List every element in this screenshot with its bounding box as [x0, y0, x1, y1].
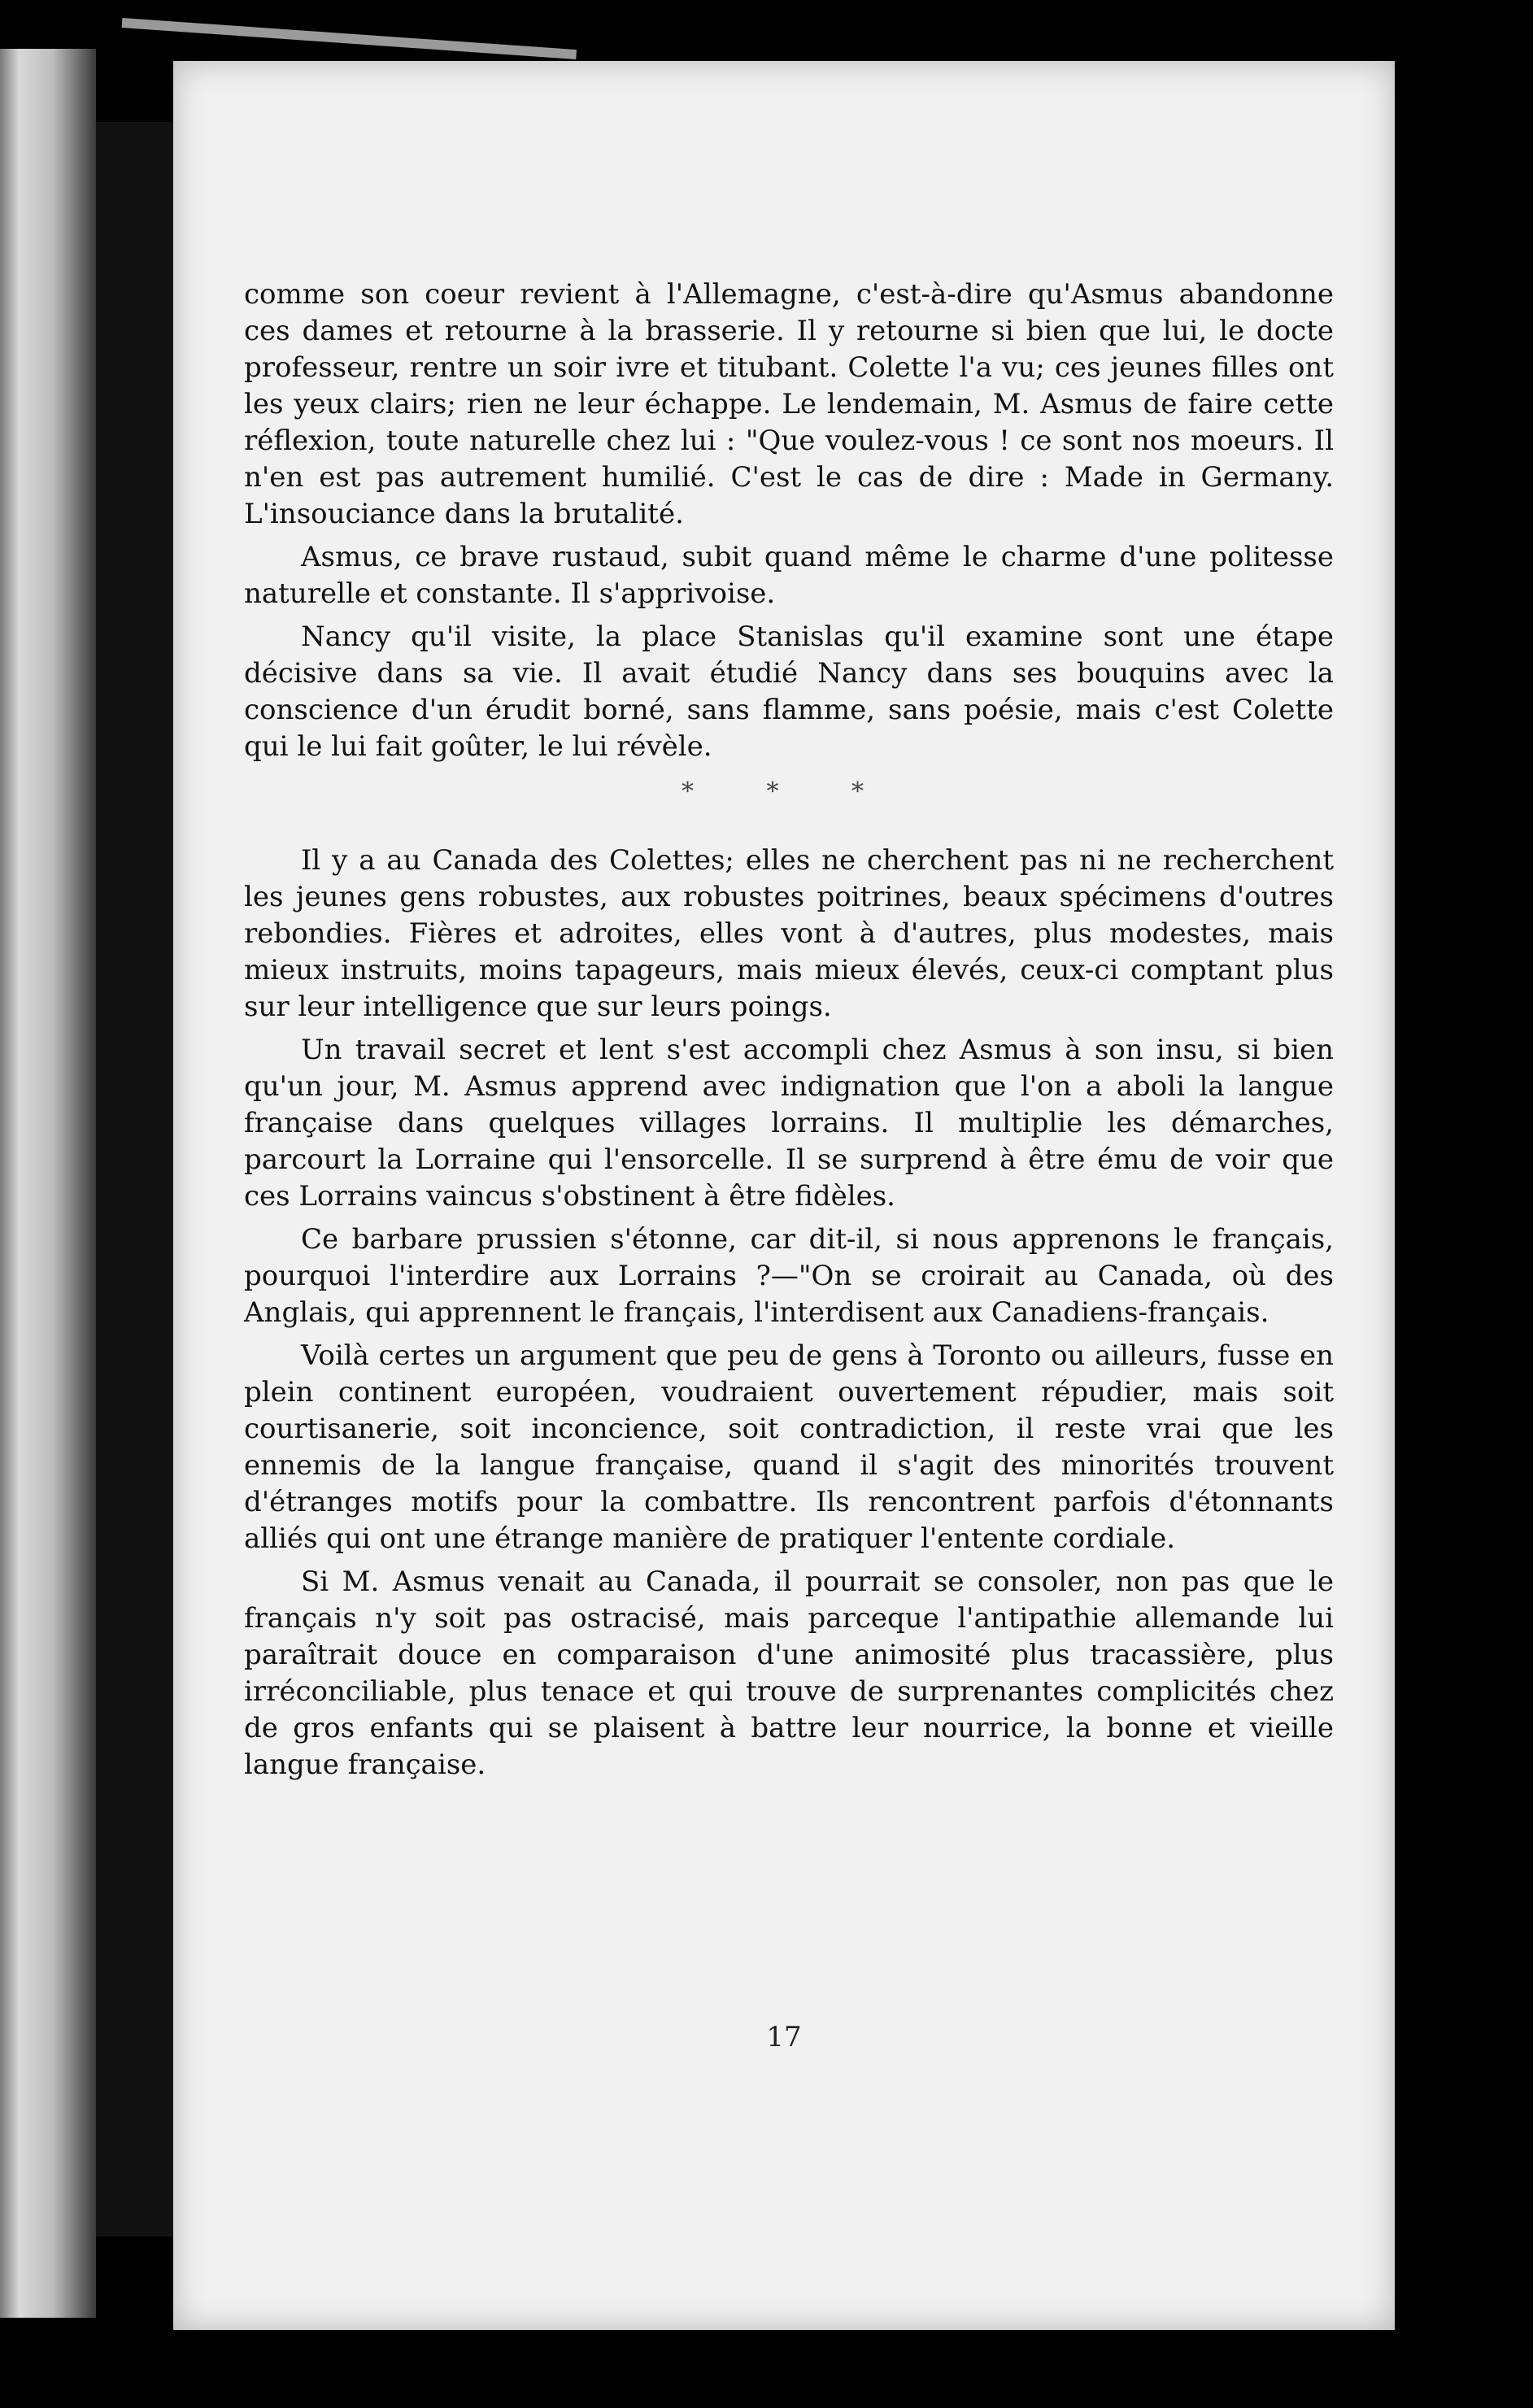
paragraph: Nancy qu'il visite, la place Stanislas qu'il examine sont une étape décisive dans sa vie. Il avait étudié Nancy dans ses bouquins avec la conscience d'un érudit borné, sans flamme, sans poésie, mais c'est Colette qui le lui fait goûter, le lui révèle. [244, 621, 1334, 763]
book-page [173, 61, 1395, 2330]
page-text [244, 277, 1334, 1790]
paragraph: Il y a au Canada des Colettes; elles ne cherchent pas ni ne recherchent les jeunes gens robustes, aux robustes poitrines, beaux spécimens d'outres rebondies. Fières et adroites, elles vont à d'autres, plus modestes, mais mieux instruits, moins tapageurs, mais mieux élevés, ceux-ci comptant plus sur leur intelligence que sur leurs poings. [244, 844, 1334, 1023]
page-number: 17 [766, 2021, 802, 2053]
paragraph: Un travail secret et lent s'est accompli chez Asmus à son insu, si bien qu'un jour, M. Asmus apprend avec indignation que l'on a aboli la langue française dans quelques villages lorrains. Il multiplie les démarches, parcourt la Lorraine qui l'ensorcelle. Il se surprend à être ému de voir que ces Lorrains vaincus s'obstinent à être fidèles. [244, 1034, 1334, 1213]
paragraph: Asmus, ce brave rustaud, subit quand même le charme d'une politesse naturelle et constante. Il s'apprivoise. [244, 541, 1334, 610]
binding-shadow [96, 122, 173, 2236]
scan-streak [122, 18, 577, 59]
paragraph: Si M. Asmus venait au Canada, il pourrait se consoler, non pas que le français n'y soit pas ostracisé, mais parceque l'antipathie allemande lui paraîtrait douce en comparaison d'une animosité plus tracassière, plus irréconciliable, plus tenace et qui trouve de surprenantes complicités chez de gros enfants qui se plaisent à battre leur nourrice, la bonne et vieille langue française. [244, 1565, 1334, 1781]
paragraph: Voilà certes un argument que peu de gens à Toronto ou ailleurs, fusse en plein continent européen, voudraient ouvertement répudier, mais soit courtisanerie, soit inconcience, soit contradiction, il reste vrai que les ennemis de la langue française, quand il s'agit des minorités trouvent d'étranges motifs pour la combattre. Ils rencontrent parfois d'étonnants alliés qui ont une étrange manière de pratiquer l'entente cordiale. [244, 1339, 1334, 1555]
paragraph: comme son coeur revient à l'Allemagne, c'est-à-dire qu'Asmus abandonne ces dames et retourne à la brasserie. Il y retourne si bien que lui, le docte professeur, rentre un soir ivre et titubant. Colette l'a vu; ces jeunes filles ont les yeux clairs; rien ne leur échappe. Le lendemain, M. Asmus de faire cette réflexion, toute naturelle chez lui : "Que voulez-vous ! ce sont nos moeurs. Il n'en est pas autrement humilié. C'est le cas de dire : Made in Germany. L'insouciance dans la brutalité. [244, 278, 1334, 530]
previous-page-edge [0, 49, 96, 2318]
section-separator: * * * [681, 777, 897, 806]
paragraph: Ce barbare prussien s'étonne, car dit-il, si nous apprenons le français, pourquoi l'interdire aux Lorrains ?—"On se croirait au Canada, où des Anglais, qui apprennent le français, l'interdisent aux Canadiens-français. [244, 1223, 1334, 1329]
